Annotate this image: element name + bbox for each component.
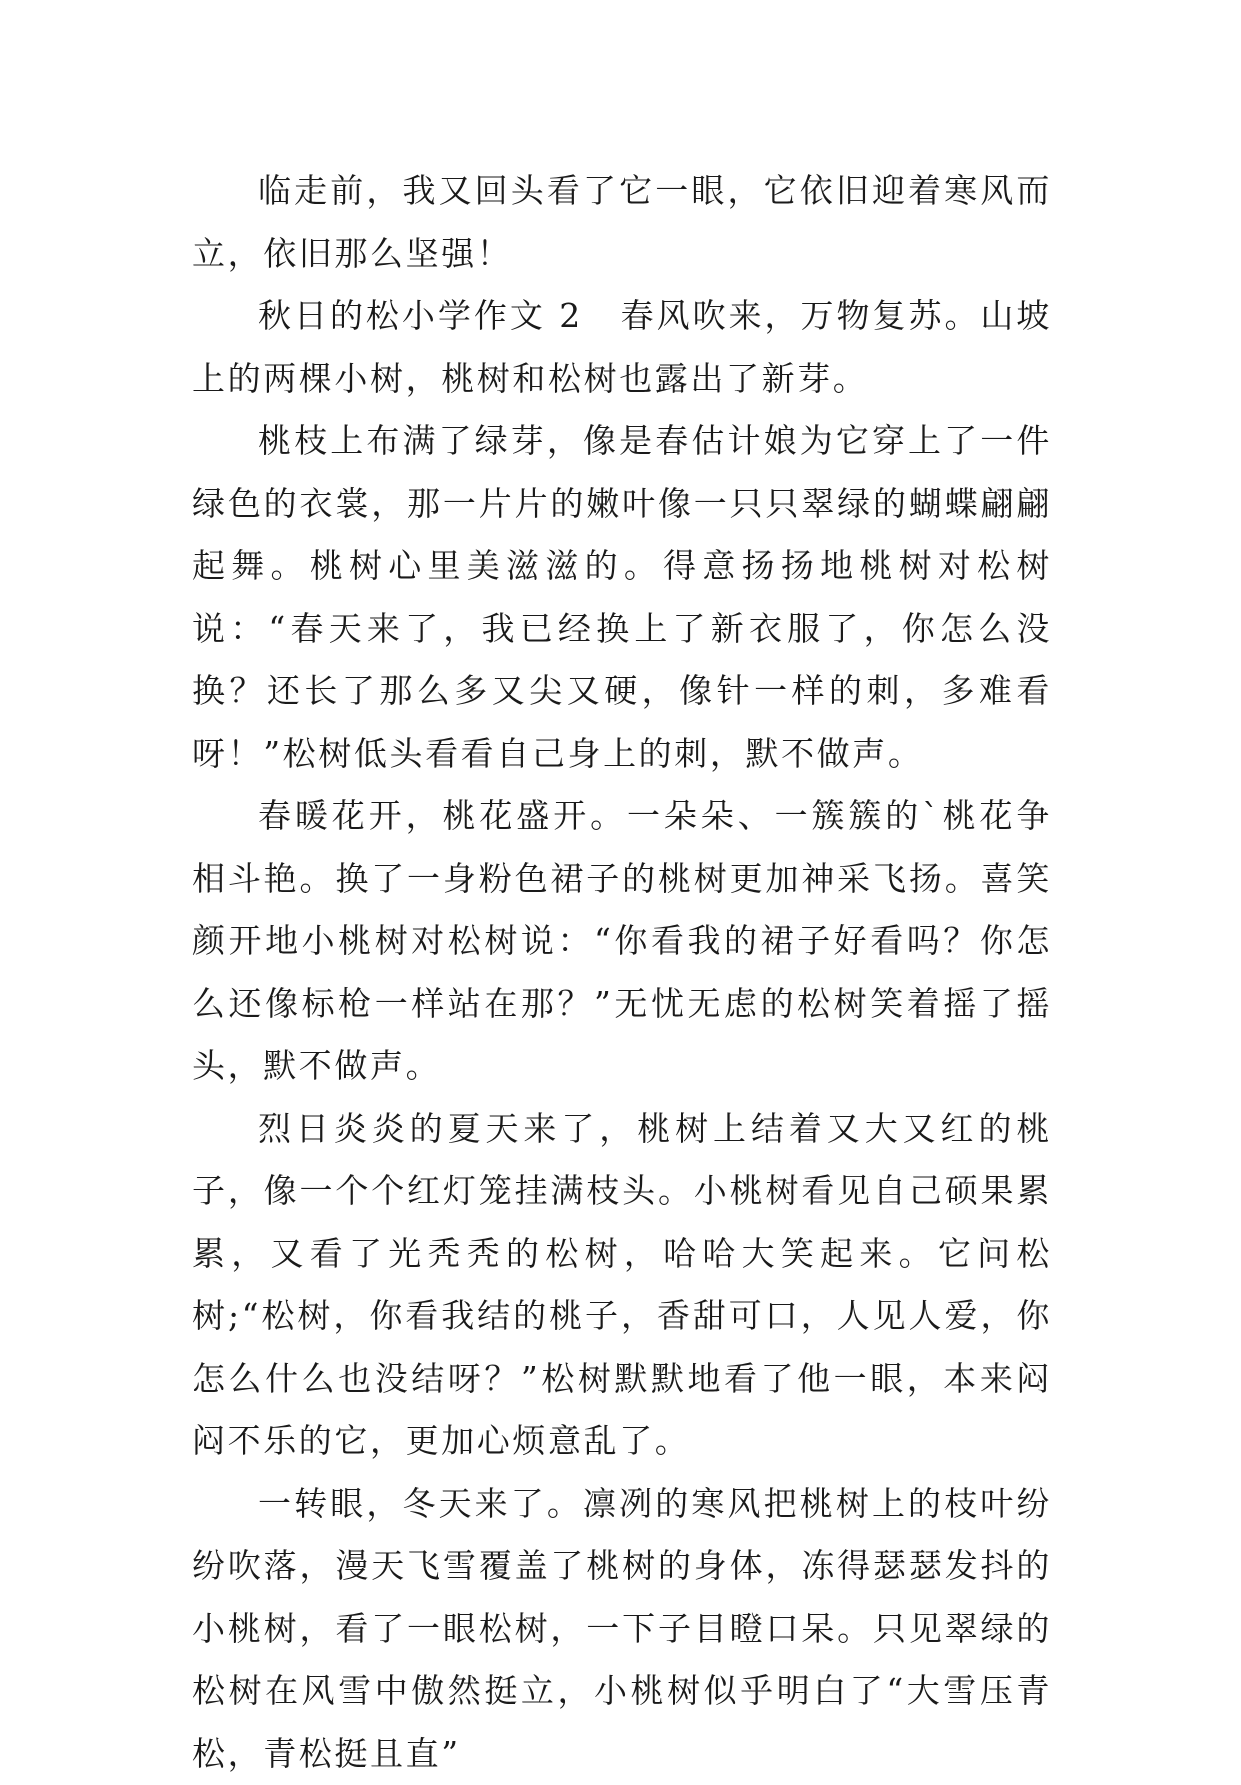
paragraph-4: 烈日炎炎的夏天来了，桃树上结着又大又红的桃子，像一个个红灯笼挂满枝头。小桃树看见自己硕果累累，又看了光秃秃的松树，哈哈大笑起来。它问松树;“松树，你看我结的桃子，香甜可口，人见人爱，你怎么什么也没结呀？”松树默默地看了他一眼，本来闷闷不乐的它，更加心烦意乱了。 bbox=[192, 1098, 1052, 1473]
paragraph-5: 一转眼，冬天来了。凛冽的寒风把桃树上的枝叶纷纷吹落，漫天飞雪覆盖了桃树的身体，冻得瑟瑟发抖的小桃树，看了一眼松树，一下子目瞪口呆。只见翠绿的松树在风雪中傲然挺立，小桃树似乎明白了“大雪压青松，青松挺且直” bbox=[192, 1473, 1052, 1785]
title-paragraph-text: 春风吹来，万物复苏。山坡上的两棵小树，桃树和松树也露出了新芽。 bbox=[192, 296, 1052, 398]
title-paragraph bbox=[192, 285, 1052, 410]
paragraph-2: 桃枝上布满了绿芽，像是春估计娘为它穿上了一件绿色的衣裳，那一片片的嫩叶像一只只翠绿的蝴蝶翩翩起舞。桃树心里美滋滋的。得意扬扬地桃树对松树说：“春天来了，我已经换上了新衣服了，你怎么没换？还长了那么多又尖又硬，像针一样的刺，多难看呀！”松树低头看看自己身上的刺，默不做声。 bbox=[192, 410, 1052, 785]
paragraph-1: 临走前，我又回头看了它一眼，它依旧迎着寒风而立，依旧那么坚强！ bbox=[192, 160, 1052, 285]
essay-number: 2 bbox=[559, 296, 580, 335]
paragraph-3: 春暖花开，桃花盛开。一朵朵、一簇簇的`桃花争相斗艳。换了一身粉色裙子的桃树更加神采飞扬。喜笑颜开地小桃树对松树说：“你看我的裙子好看吗？你怎么还像标枪一样站在那？”无忧无虑的松树笑着摇了摇头，默不做声。 bbox=[192, 785, 1052, 1098]
essay-title: 秋日的松小学作文 bbox=[258, 296, 546, 335]
document-body bbox=[192, 160, 1052, 1785]
